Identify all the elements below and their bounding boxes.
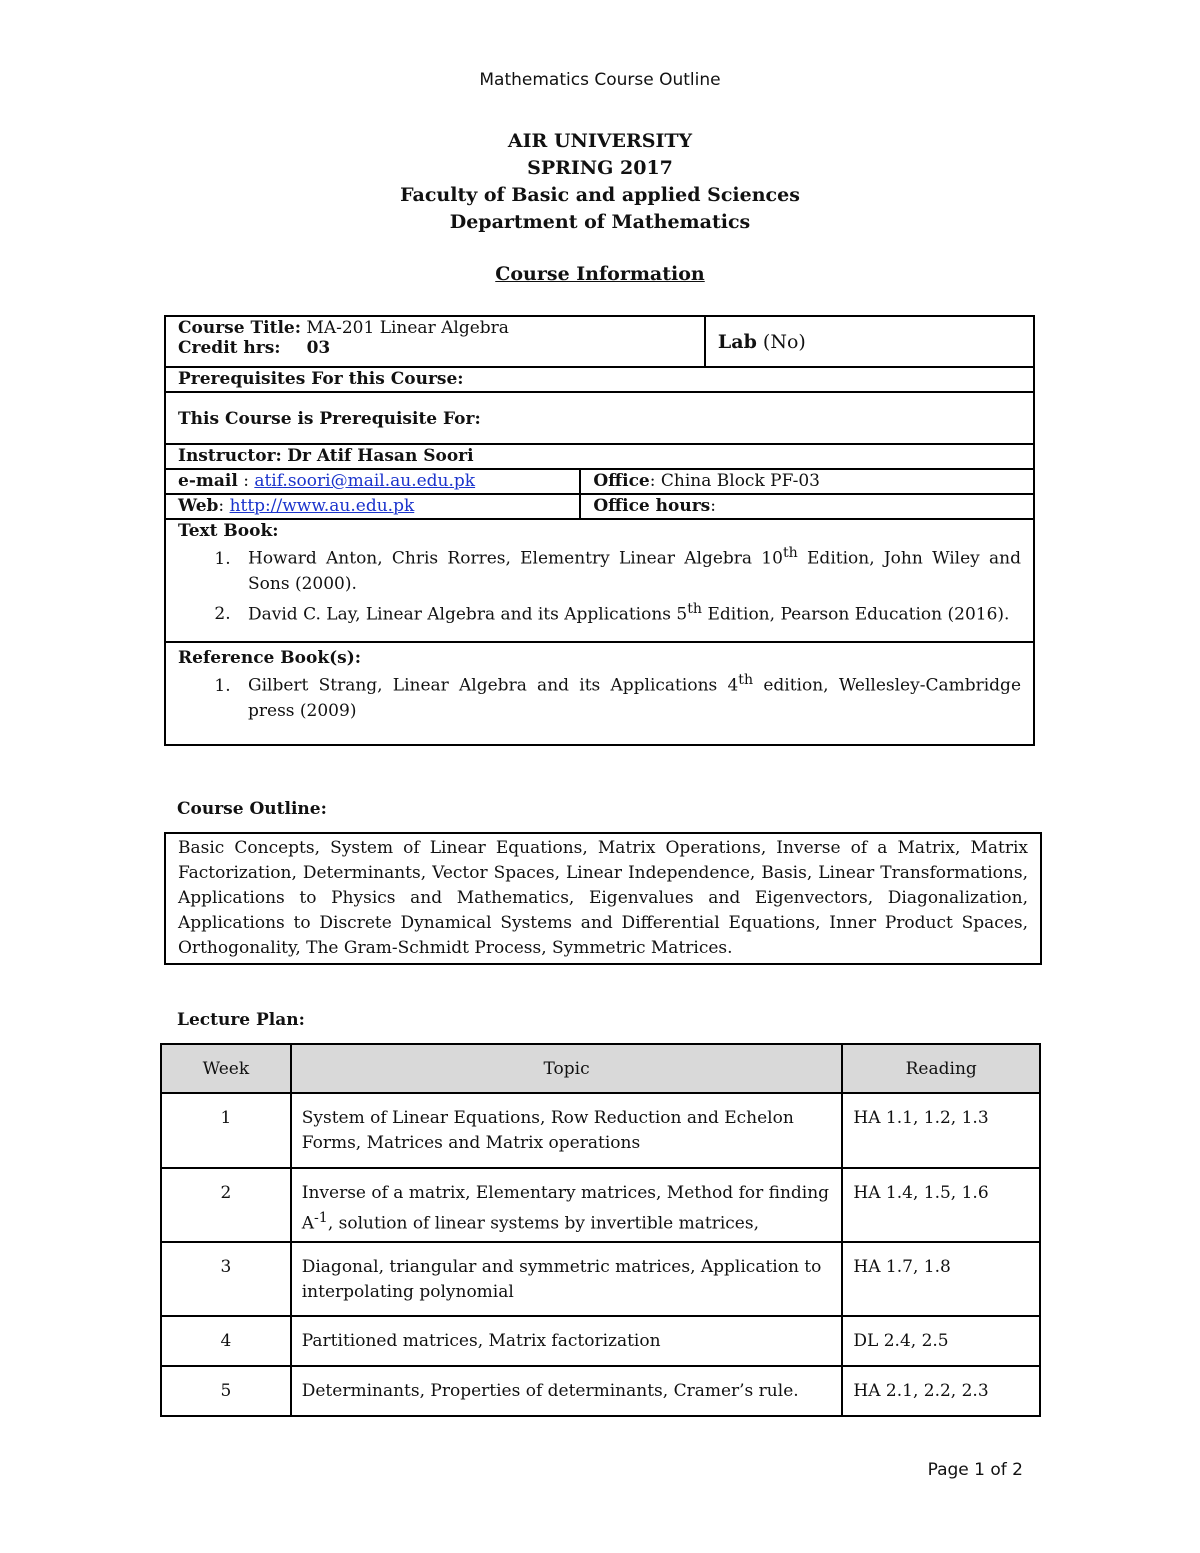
prerequisites-label: Prerequisites For this Course:: [178, 369, 464, 389]
email-cell: [165, 469, 580, 494]
credit-hrs-label: Credit hrs:: [178, 338, 281, 358]
reading-cell: HA 1.1, 1.2, 1.3: [842, 1093, 1040, 1168]
course-title-label: Course Title:: [178, 318, 302, 338]
web-separator: :: [218, 496, 230, 516]
office-hours-label: Office hours: [593, 496, 711, 516]
web-link[interactable]: http://www.au.edu.pk: [229, 496, 415, 516]
office-cell: [580, 469, 1034, 494]
email-label: e-mail: [178, 471, 238, 491]
web-label: Web: [178, 496, 219, 516]
reference-book-list: [178, 668, 1021, 724]
reference-book-label: Reference Book(s):: [178, 648, 362, 668]
table-row: [161, 1242, 1040, 1316]
table-row: [161, 1316, 1040, 1366]
course-title-cell: [165, 316, 705, 367]
title-block: [0, 128, 1200, 236]
instructor-label: Instructor:: [178, 446, 282, 466]
week-cell: 4: [161, 1316, 291, 1366]
credit-hrs-value: 03: [306, 338, 331, 358]
course-info-table: [164, 315, 1035, 746]
reading-cell: HA 1.7, 1.8: [842, 1242, 1040, 1316]
university-name: AIR UNIVERSITY: [507, 130, 693, 152]
col-header-topic: Topic: [291, 1044, 843, 1093]
table-row: [161, 1093, 1040, 1168]
office-value: : China Block PF-03: [649, 471, 820, 491]
week-cell: 3: [161, 1242, 291, 1316]
lecture-plan-label: Lecture Plan:: [177, 1010, 305, 1030]
reference-book-item: 1. Gilbert Strang, Linear Algebra and its Applications 4th edition, Wellesley-Cambridge press (2009): [236, 668, 1021, 724]
topic-cell: Inverse of a matrix, Elementary matrices, Method for finding $A^{-1}$, solution of linear systems by invertible matrices,: [291, 1168, 843, 1242]
topic-cell: Partitioned matrices, Matrix factorization: [291, 1316, 843, 1366]
reference-book-cell: [165, 642, 1034, 745]
email-link[interactable]: atif.soori@mail.au.edu.pk: [254, 471, 476, 491]
running-header: Mathematics Course Outline: [479, 70, 721, 90]
reading-cell: HA 1.4, 1.5, 1.6: [842, 1168, 1040, 1242]
col-header-week: Week: [161, 1044, 291, 1093]
week-cell: 5: [161, 1366, 291, 1416]
prerequisite-for-label: This Course is Prerequisite For:: [178, 408, 481, 429]
topic-cell: Determinants, Properties of determinants, Cramer’s rule.: [291, 1366, 843, 1416]
table-row: [161, 1168, 1040, 1242]
course-information-heading: Course Information: [495, 263, 705, 285]
topic-cell: System of Linear Equations, Row Reduction and Echelon Forms, Matrices and Matrix operations: [291, 1093, 843, 1168]
lab-cell: [705, 316, 1034, 367]
course-outline-box: Basic Concepts, System of Linear Equations, Matrix Operations, Inverse of a Matrix, Matrix Factorization, Determinants, Vector Spaces, Linear Independence, Basis, Linear Transformations, Applications to Physics and Mathematics, Eigenvalues and Eigenvectors, Diagonalization, Applications to Discrete Dynamical Systems and Differential Equations, Inner Product Spaces, Orthogonality, The Gram-Schmidt Process, Symmetric Matrices.: [164, 832, 1042, 965]
web-cell: [165, 494, 580, 519]
office-hours-cell: [580, 494, 1034, 519]
semester: SPRING 2017: [527, 157, 673, 179]
page-number: Page 1 of 2: [927, 1460, 1023, 1480]
email-separator: :: [237, 471, 255, 491]
course-outline-label: Course Outline:: [177, 799, 327, 819]
text-book-list: [178, 541, 1021, 627]
week-cell: 1: [161, 1093, 291, 1168]
lab-label: Lab: [717, 331, 757, 353]
office-label: Office: [593, 471, 650, 491]
text-book-label: Text Book:: [178, 521, 279, 541]
table-row: [161, 1366, 1040, 1416]
text-book-cell: [165, 519, 1034, 642]
office-hours-value: :: [710, 496, 716, 516]
reading-cell: DL 2.4, 2.5: [842, 1316, 1040, 1366]
lecture-plan-table: [160, 1043, 1041, 1417]
faculty-name: Faculty of Basic and applied Sciences: [400, 184, 800, 206]
col-header-reading: Reading: [842, 1044, 1040, 1093]
department-name: Department of Mathematics: [449, 211, 751, 233]
topic-cell: Diagonal, triangular and symmetric matrices, Application to interpolating polynomial: [291, 1242, 843, 1316]
instructor-name: Dr Atif Hasan Soori: [287, 446, 474, 466]
text-book-item: 1. Howard Anton, Chris Rorres, Elementry Linear Algebra 10th Edition, John Wiley and Sons (2000).: [236, 541, 1021, 597]
lab-value: (No): [756, 331, 806, 353]
week-cell: 2: [161, 1168, 291, 1242]
reading-cell: HA 2.1, 2.2, 2.3: [842, 1366, 1040, 1416]
text-book-item: 2. David C. Lay, Linear Algebra and its Applications 5th Edition, Pearson Education (2016).: [236, 597, 1021, 628]
course-title-value: MA-201 Linear Algebra: [301, 318, 509, 338]
